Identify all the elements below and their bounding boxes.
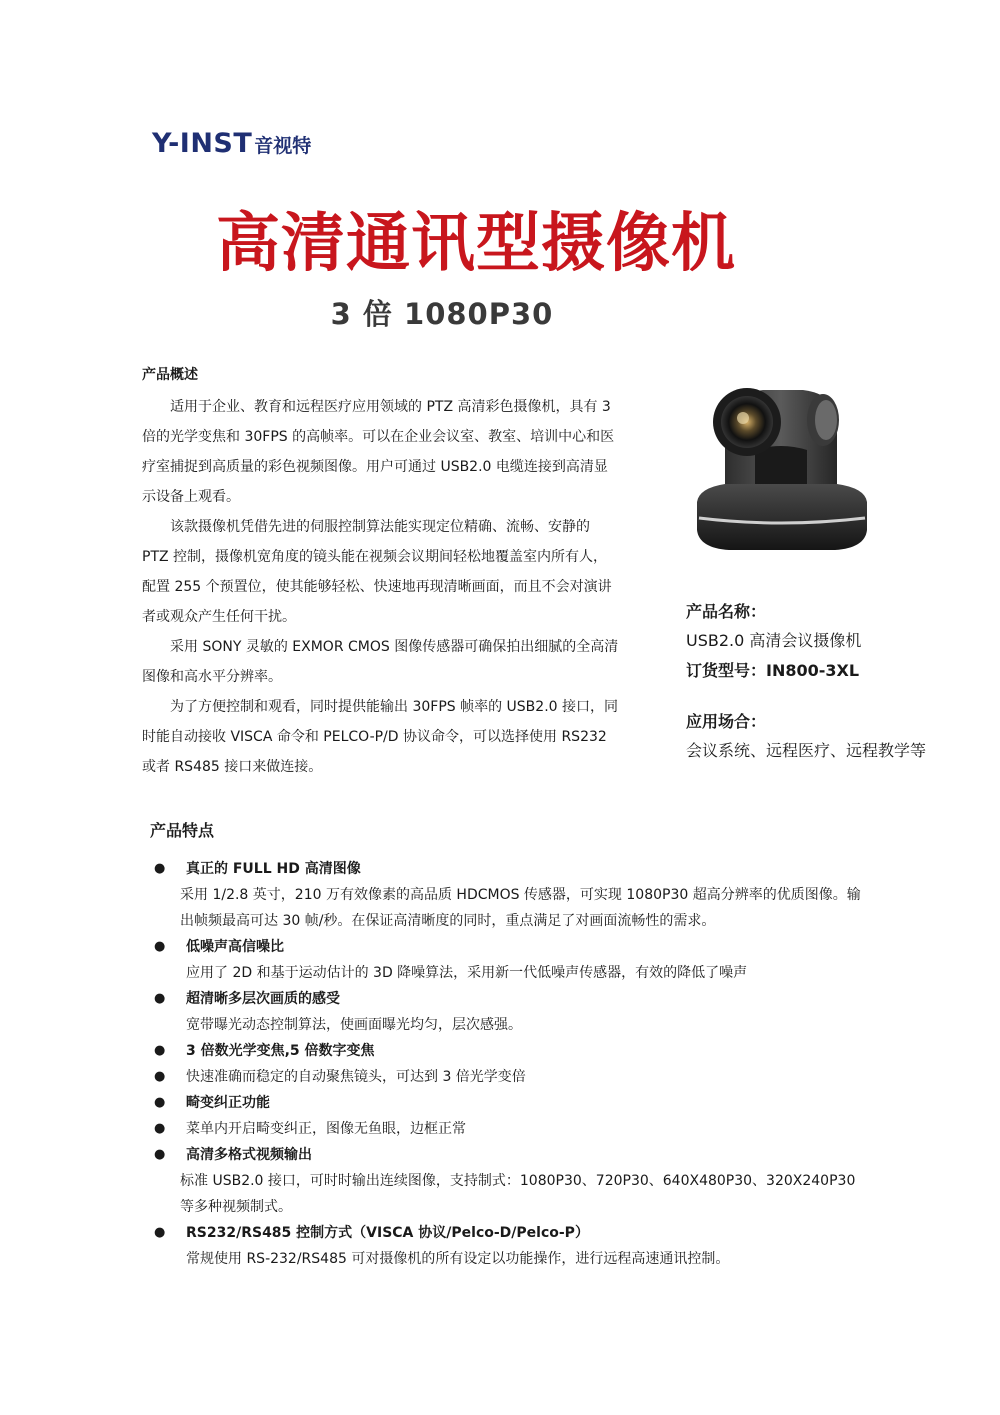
bullet-icon: ● — [154, 1121, 166, 1136]
feature-title: 低噪声高信噪比 — [186, 939, 284, 955]
feature-item — [150, 934, 870, 986]
product-name-value: USB2.0 高清会议摄像机 — [686, 631, 862, 650]
overview-paragraph: 采用 SONY 灵敏的 EXMOR CMOS 图像传感器可确保拍出细腻的全高清图像和高水平分辨率。 — [142, 639, 619, 685]
feature-title: 真正的 FULL HD 高清图像 — [186, 861, 361, 877]
feature-description: 常规使用 RS-232/RS485 可对摄像机的所有设定以功能操作，进行远程高速通讯控制。 — [186, 1251, 730, 1267]
overview-paragraph: 适用于企业、教育和远程医疗应用领域的 PTZ 高清彩色摄像机，具有 3 倍的光学变焦和 30FPS 的高帧率。可以在企业会议室、教室、培训中心和医疗室捕捉到高质量的彩色视频图像。用户可通过 USB2.0 电缆连接到高清显示设备上观看。 — [142, 399, 615, 505]
order-model-label: 订货型号： — [686, 661, 767, 680]
feature-item — [150, 1038, 870, 1064]
page-title: 高清通讯型摄像机 — [216, 207, 736, 281]
feature-title: RS232/RS485 控制方式（VISCA 协议/Pelco-D/Pelco-P） — [186, 1225, 589, 1241]
bullet-icon: ● — [154, 991, 166, 1006]
application-value: 会议系统、远程医疗、远程教学等 — [686, 741, 927, 760]
overview-paragraph: 该款摄像机凭借先进的伺服控制算法能实现定位精确、流畅、安静的 PTZ 控制，摄像机宽角度的镜头能在视频会议期间轻松地覆盖室内所有人，配置 255 个预置位，使其能够轻松、快速地再现清晰画面，而且不会对演讲者或观众产生任何干扰。 — [142, 519, 612, 625]
bullet-icon: ● — [154, 861, 166, 876]
product-name-label: 产品名称： — [686, 602, 767, 621]
overview-section — [142, 364, 620, 782]
logo-chinese-name: 音视特 — [254, 135, 312, 157]
feature-title: 3 倍数光学变焦,5 倍数字变焦 — [186, 1043, 375, 1059]
order-model-value: IN800-3XL — [766, 661, 860, 680]
features-heading: 产品特点 — [150, 821, 215, 840]
feature-item — [150, 1090, 870, 1116]
feature-item — [150, 1142, 870, 1220]
feature-line: 快速准确而稳定的自动聚焦镜头，可达到 3 倍光学变倍 — [186, 1069, 526, 1085]
bullet-icon: ● — [154, 1043, 166, 1058]
logo-mark: Y-INST — [152, 128, 253, 159]
feature-title: 超清晰多层次画质的感受 — [186, 991, 340, 1007]
feature-line: 菜单内开启畸变纠正，图像无鱼眼，边框正常 — [186, 1121, 466, 1137]
overview-paragraph: 为了方便控制和观看，同时提供能输出 30FPS 帧率的 USB2.0 接口，同时能自动接收 VISCA 命令和 PELCO-P/D 协议命令，可以选择使用 RS232 或者 RS485 接口来做连接。 — [142, 699, 618, 775]
application-label: 应用场合： — [686, 712, 767, 731]
bullet-icon: ● — [154, 1147, 166, 1162]
feature-description: 应用了 2D 和基于运动估计的 3D 降噪算法，采用新一代低噪声传感器，有效的降低了噪声 — [186, 965, 748, 981]
overview-heading: 产品概述 — [142, 367, 198, 383]
feature-item — [150, 1220, 870, 1272]
bullet-icon: ● — [154, 1069, 166, 1084]
product-info — [686, 598, 966, 766]
feature-item — [150, 1064, 870, 1090]
page-subtitle: 3 倍 1080P30 — [330, 297, 554, 331]
feature-item — [150, 1116, 870, 1142]
feature-title: 高清多格式视频输出 — [186, 1147, 312, 1163]
feature-description: 宽带曝光动态控制算法，使画面曝光均匀，层次感强。 — [186, 1017, 522, 1033]
feature-description: 标准 USB2.0 接口，可时时输出连续图像，支持制式：1080P30、720P30、640X480P30、320X240P30 等多种视频制式。 — [180, 1173, 856, 1215]
feature-title: 畸变纠正功能 — [186, 1095, 270, 1111]
features-section — [150, 818, 870, 1272]
order-model-row — [686, 656, 966, 686]
feature-description: 采用 1/2.8 英寸，210 万有效像素的高品质 HDCMOS 传感器，可实现 1080P30 超高分辨率的优质图像。输出帧频最高可达 30 帧/秒。在保证高清晰度的同时，重点满足了对画面流畅性的需求。 — [180, 887, 861, 929]
bullet-icon: ● — [154, 939, 166, 954]
brand-logo — [152, 128, 311, 159]
feature-item — [150, 856, 870, 934]
bullet-icon: ● — [154, 1095, 166, 1110]
bullet-icon: ● — [154, 1225, 166, 1240]
camera-image — [685, 380, 877, 556]
feature-item — [150, 986, 870, 1038]
